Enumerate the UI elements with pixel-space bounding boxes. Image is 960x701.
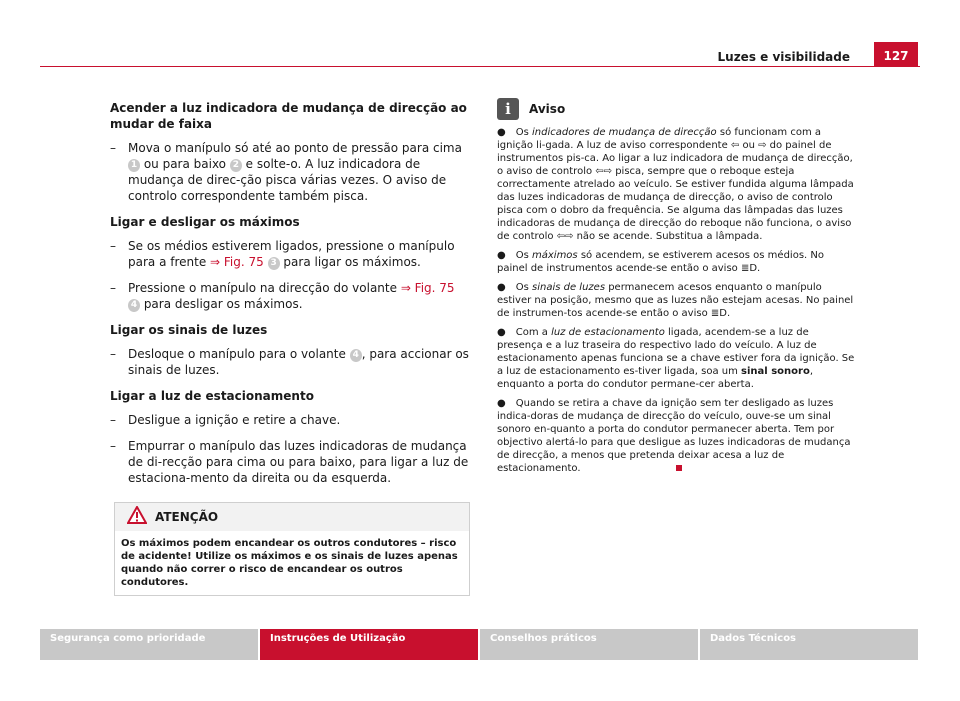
warning-triangle-icon [127,506,147,528]
bullet: ● [497,250,506,261]
page-number: 127 [874,42,918,67]
section-title: Luzes e visibilidade [717,50,850,64]
figure-link[interactable]: ⇒ Fig. 75 [210,255,264,269]
dash: – [110,439,116,453]
step-text: para desligar os máximos. [140,297,303,311]
bullet: ● [497,398,506,409]
text: ligada, acendem-se a luz de presença e a luz traseira do respectivo lado do veículo. A luz de estacionamento apenas funciona se a chave estiver fora da ignição. Se a luz de estacionamento es-tiver ligada, soa um [497,327,855,377]
text: Os [515,250,532,261]
warning-header [115,503,469,531]
footer-nav [40,629,918,660]
emphasis: máximos [532,250,578,261]
step-text: Pressione o manípulo na direcção do volante [128,281,401,295]
text: Os [515,282,532,293]
step-text: Mova o manípulo só até ao ponto de pressão para cima [128,141,462,155]
note-paragraph [497,126,857,243]
number-badge-4: 4 [350,349,362,362]
end-of-section-marker [676,465,682,471]
bullet: ● [497,327,506,338]
note-paragraph [497,281,857,320]
step-lane-change [110,140,470,204]
warning-box [114,502,470,596]
step-parking-light [110,438,470,486]
step-text: Desligue a ignição e retire a chave. [128,413,341,427]
strong-text: sinal sonoro [741,366,810,377]
tab-practical-tips[interactable]: Conselhos práticos [480,629,698,660]
number-badge-3: 3 [268,257,280,270]
step-text: Empurrar o manípulo das luzes indicadoras de mudança de di-recção para cima ou para baixo, para ligar a luz de estaciona-mento da direita ou da esquerda. [128,439,469,485]
dash: – [110,281,116,295]
note-paragraph [497,397,857,475]
number-badge-4: 4 [128,299,140,312]
dash: – [110,347,116,361]
number-badge-2: 2 [230,159,242,172]
text: só funcionam com a ignição li-gada. A luz de aviso correspondente ⇦ ou ⇨ do painel de instrumentos pis-ca. Ao ligar a luz indicadora de mudança de direcção, o aviso de controlo ⇦⇨ pisca, sempre que o reboque esteja correctamente atrelado ao veículo. Se estiver fundida alguma lâmpada das luzes indicadoras de mudança de direcção, o aviso de controlo pisca com o dobro da frequência. Se alguma das lâmpadas das luzes indicadoras de mudança de direcção do reboque não funciona, o aviso de controlo ⇦⇨ não se acende. Substitua a lâmpada. [497,127,854,242]
step-text: para ligar os máximos. [279,255,421,269]
left-column [110,100,470,596]
note-header [497,98,857,120]
step-text: ou para baixo [140,157,230,171]
text: permanecem acesos enquanto o manípulo estiver na posição, mesmo que as luzes não estejam acesas. No painel de instrumen-tos acende-se então o aviso ≣D. [497,282,854,319]
tab-safety[interactable]: Segurança como prioridade [40,629,258,660]
note-paragraph [497,249,857,275]
number-badge-1: 1 [128,159,140,172]
step-ignition-off [110,412,470,428]
bullet: ● [497,127,506,138]
info-icon: i [497,98,519,120]
step-text: Se os médios estiverem ligados, pressione o manípulo para a frente [128,239,455,269]
tab-instructions[interactable]: Instruções de Utilização [260,629,478,660]
step-text: , para accionar os sinais de luzes. [128,347,469,377]
emphasis: sinais de luzes [532,282,606,293]
warning-title: ATENÇÃO [155,510,219,524]
note-paragraph [497,326,857,391]
right-column [497,99,857,481]
dash: – [110,413,116,427]
text: só acendem, se estiverem acesos os médios. No painel de instrumentos acende-se então o aviso ≣D. [497,250,824,274]
step-text: Desloque o manípulo para o volante [128,347,350,361]
heading-lane-change: Acender a luz indicadora de mudança de direcção ao mudar de faixa [110,101,467,131]
warning-text: Os máximos podem encandear os outros condutores – risco de acidente! Utilize os máximos e os sinais de luzes apenas quando não correr o risco de encandear os outros condutores. [121,538,458,588]
text: Os [515,127,532,138]
heading-flash: Ligar os sinais de luzes [110,323,268,337]
step-high-beam-off [110,280,470,312]
note-title: Aviso [529,101,566,116]
text: Com a [515,327,552,338]
step-text: e solte-o. A luz indicadora de mudança de direc-ção pisca várias vezes. O aviso de controlo correspondente também pisca. [128,157,447,203]
header-divider [40,66,920,67]
emphasis: luz de estacionamento [551,327,665,338]
heading-high-beam: Ligar e desligar os máximos [110,215,300,229]
heading-parking-light: Ligar a luz de estacionamento [110,389,314,403]
text: , enquanto a porta do condutor permane-cer aberta. [497,366,814,390]
emphasis: indicadores de mudança de direcção [532,127,717,138]
tab-technical-data[interactable]: Dados Técnicos [700,629,918,660]
dash: – [110,239,116,253]
step-high-beam-on [110,238,470,270]
dash: – [110,141,116,155]
bullet: ● [497,282,506,293]
text: Quando se retira a chave da ignição sem ter desligado as luzes indica-doras de mudança de direcção do veículo, ouve-se um sinal sonoro en-quanto a porta do condutor permanecer aberta. Tem por objectivo alertá-lo para que desligue as luzes indicadoras de mudança de direcção, a menos que pretenda deixar acesa a luz de estacionamento. [497,398,851,474]
figure-link[interactable]: ⇒ Fig. 75 [400,281,455,295]
step-flash [110,346,470,378]
